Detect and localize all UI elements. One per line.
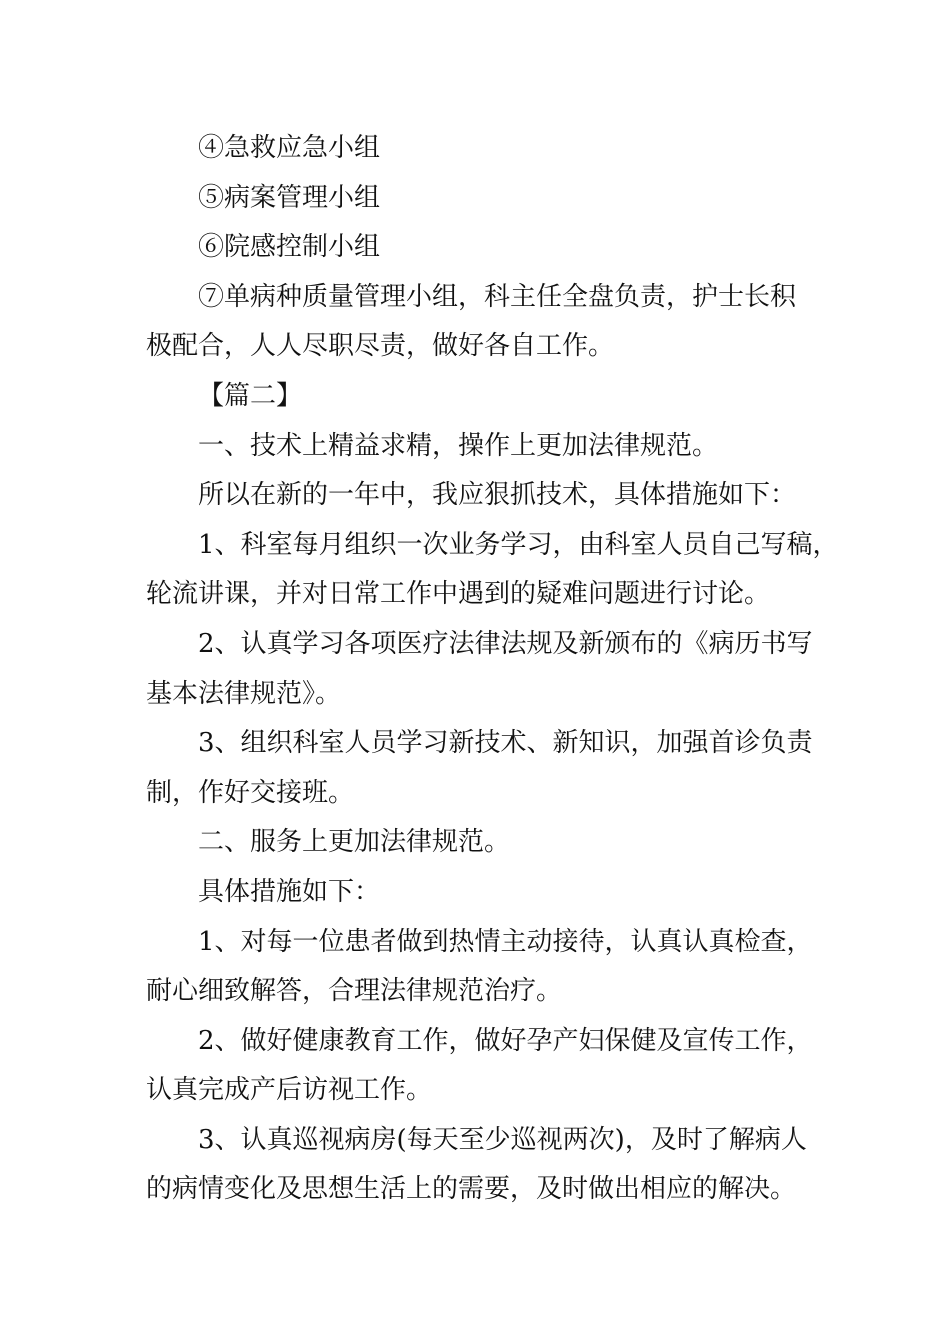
text-line: 3、组织科室人员学习新技术、新知识，加强首诊负责 [198,728,813,759]
text-line: 基本法律规范》。 [146,678,342,709]
text-line: ⑦单病种质量管理小组，科主任全盘负责，护士长积 [198,281,797,312]
text-line: 一、技术上精益求精，操作上更加法律规范。 [198,430,719,461]
paragraph [146,818,806,868]
text-line: 耐心细致解答，合理法律规范治疗。 [146,976,563,1007]
paragraph [146,471,806,521]
text-line: 制，作好交接班。 [146,777,355,808]
section-heading: 【篇二】 [198,380,303,411]
paragraph [146,223,806,273]
paragraph [146,868,806,918]
text-line: 二、服务上更加法律规范。 [198,827,511,858]
text-line: 3、认真巡视病房(每天至少巡视两次)，及时了解病人 [198,1124,807,1155]
text-line: 1、对每一位患者做到热情主动接待，认真认真检查， [198,926,813,957]
text-line: 认真完成产后访视工作。 [146,1075,433,1106]
text-line: ⑥院感控制小组 [198,232,381,263]
document-body [146,124,839,1215]
text-line: ④急救应急小组 [198,133,381,163]
text-line: 具体措施如下： [198,876,381,907]
text-line: 所以在新的一年中，我应狠抓技术，具体措施如下： [198,480,797,511]
text-line: 极配合，人人尽职尽责，做好各自工作。 [146,331,615,362]
text-line: 轮流讲课，并对日常工作中遇到的疑难问题进行讨论。 [146,579,771,610]
paragraph [146,1116,806,1215]
text-line: 2、认真学习各项医疗法律法规及新颁布的《病历书写 [198,628,813,659]
paragraph [146,521,839,620]
paragraph [146,422,806,472]
paragraph [146,719,813,818]
paragraph [146,918,813,1017]
text-line: 的病情变化及思想生活上的需要，及时做出相应的解决。 [146,1174,797,1205]
paragraph [146,1017,813,1116]
paragraph [146,124,806,174]
text-line: ⑤病案管理小组 [198,182,381,213]
paragraph [146,174,806,224]
paragraph [146,620,813,719]
paragraph [146,273,806,372]
text-line: 1、科室每月组织一次业务学习，由科室人员自己写稿， [198,529,839,560]
paragraph [146,372,806,422]
text-line: 2、做好健康教育工作，做好孕产妇保健及宣传工作， [198,1025,813,1056]
